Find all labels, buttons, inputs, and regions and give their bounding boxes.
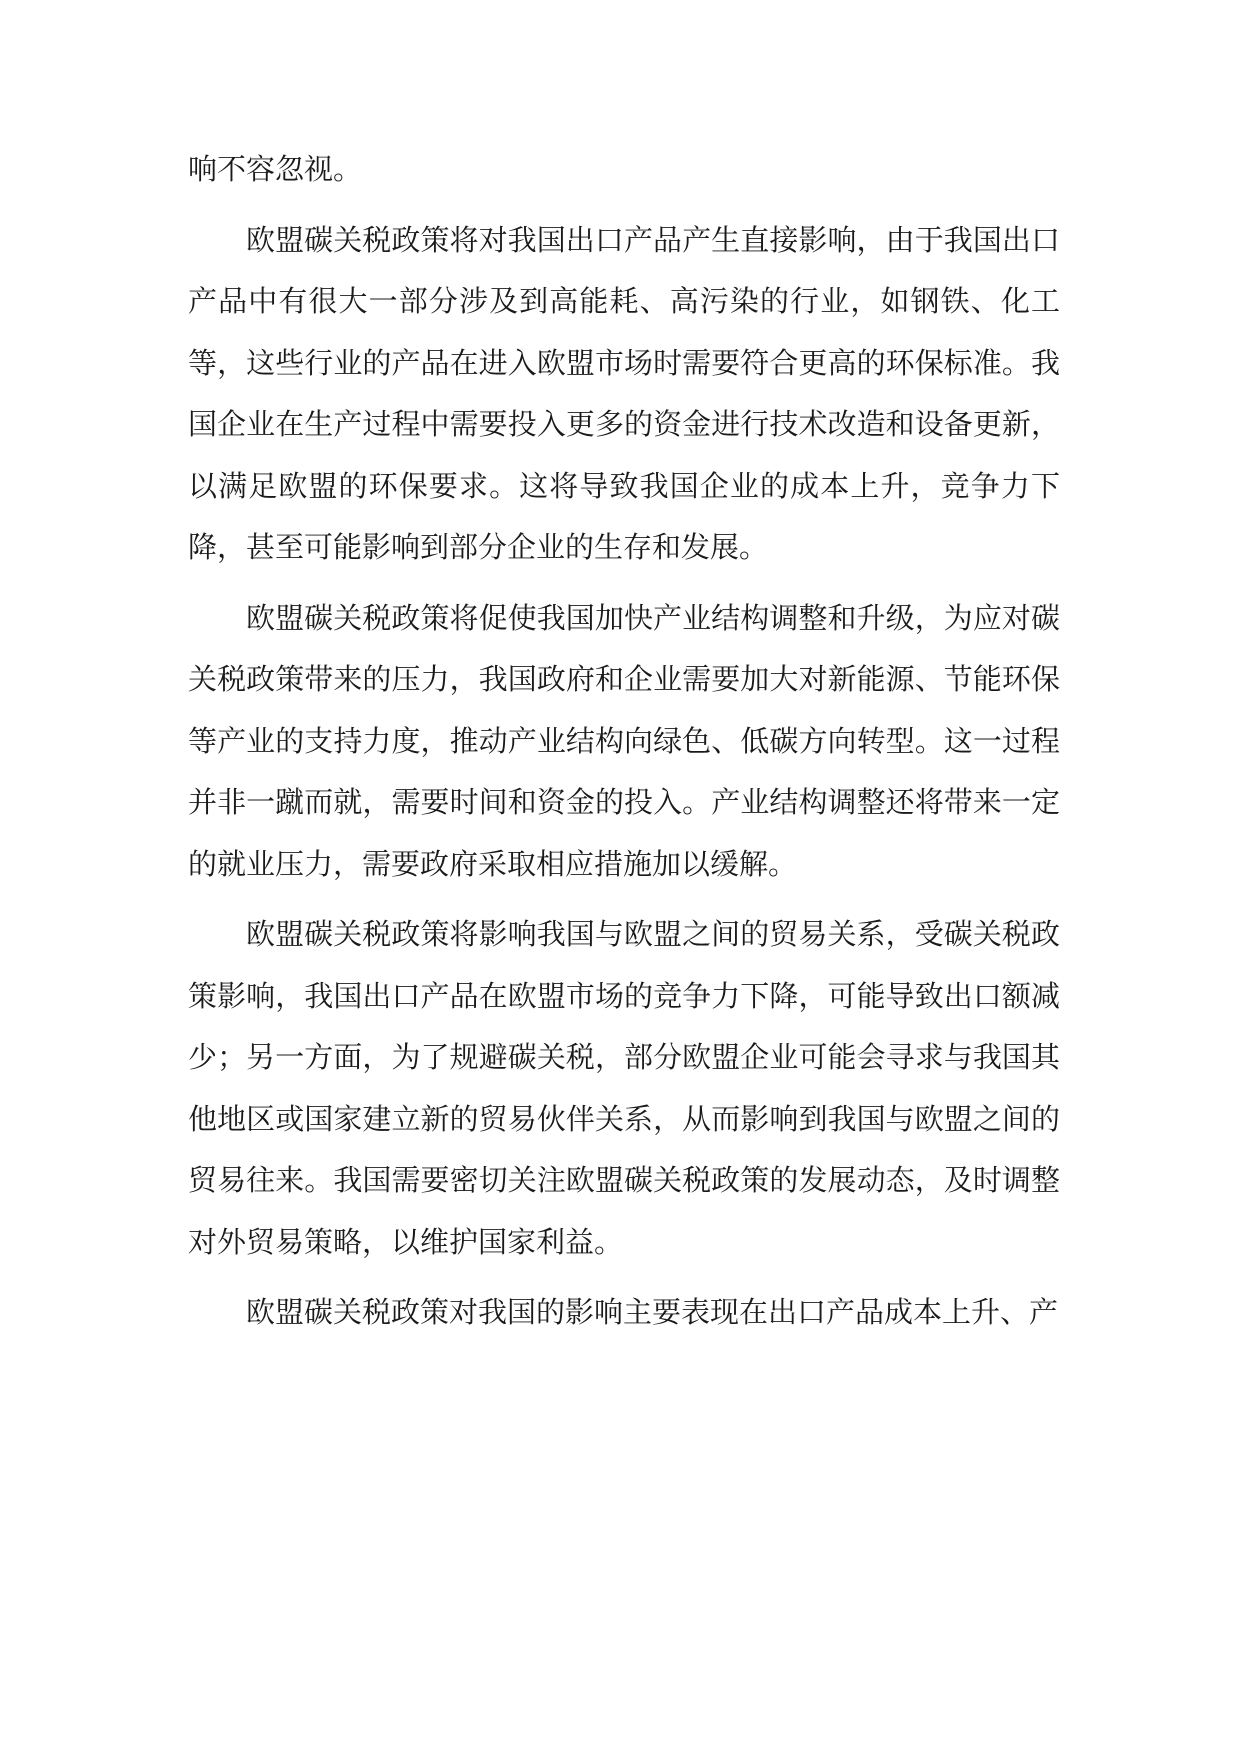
paragraph-export-impact: 欧盟碳关税政策将对我国出口产品产生直接影响，由于我国出口产品中有很大一部分涉及到高能耗、高污染的行业，如钢铁、化工等，这些行业的产品在进入欧盟市场时需要符合更高的环保标准。我国企业在生产过程中需要投入更多的资金进行技术改造和设备更新，以满足欧盟的环保要求。这将导致我国企业的成本上升，竞争力下降，甚至可能影响到部分企业的生存和发展。 (188, 222, 1060, 564)
paragraph-continued: 响不容忽视。 (188, 152, 363, 186)
paragraph-industrial-restructuring: 欧盟碳关税政策将促使我国加快产业结构调整和升级，为应对碳关税政策带来的压力，我国政府和企业需要加大对新能源、节能环保等产业的支持力度，推动产业结构向绿色、低碳方向转型。这一过程并非一蹴而就，需要时间和资金的投入。产业结构调整还将带来一定的就业压力，需要政府采取相应措施加以缓解。 (188, 600, 1060, 881)
paragraph-summary: 欧盟碳关税政策对我国的影响主要表现在出口产品成本上升、产 (246, 1295, 1059, 1329)
paragraph-trade-relations: 欧盟碳关税政策将影响我国与欧盟之间的贸易关系，受碳关税政策影响，我国出口产品在欧盟市场的竞争力下降，可能导致出口额减少；另一方面，为了规避碳关税，部分欧盟企业可能会寻求与我国其他地区或国家建立新的贸易伙伴关系，从而影响到我国与欧盟之间的贸易往来。我国需要密切关注欧盟碳关税政策的发展动态，及时调整对外贸易策略，以维护国家利益。 (188, 917, 1060, 1259)
body-text (188, 139, 1060, 1353)
